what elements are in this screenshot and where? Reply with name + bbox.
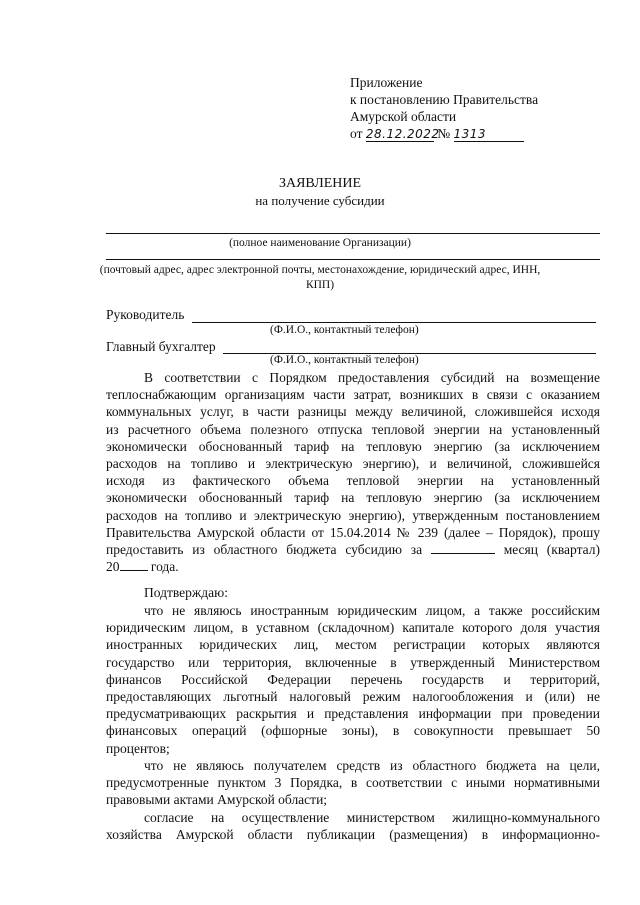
head-label: Руководитель bbox=[106, 307, 185, 322]
main-paragraph bbox=[106, 369, 600, 575]
year-prefix: 20 bbox=[106, 559, 120, 575]
paragraph-line: теплоснабжающим организациям части затрат, возникших в связи с оказанием bbox=[106, 387, 600, 403]
address-line bbox=[106, 259, 600, 260]
paragraph-line: правовыми актами Амурской области; bbox=[106, 792, 328, 808]
confirm-paragraph-1 bbox=[106, 602, 600, 757]
org-name-line bbox=[106, 233, 600, 234]
head-caption: (Ф.И.О., контактный телефон) bbox=[270, 324, 419, 336]
date-prefix: от bbox=[350, 126, 363, 141]
address-caption-1: (почтовый адрес, адрес электронной почты, местонахождение, юридический адрес, ИНН, bbox=[99, 264, 541, 276]
paragraph-line: экономически обоснованный тариф на тепловую энергию (за исключением bbox=[106, 438, 600, 454]
paragraph-line: коммунальных услуг, в части разницы между величиной, сложившейся исходя bbox=[106, 404, 600, 420]
confirm-paragraph-2 bbox=[106, 757, 600, 809]
year-blank bbox=[120, 558, 148, 571]
request-text: предоставить из областного бюджета субсидию за bbox=[106, 542, 423, 558]
year-text: года. bbox=[150, 559, 179, 575]
paragraph-line bbox=[106, 541, 600, 558]
document-title: ЗАЯВЛЕНИЕ bbox=[278, 176, 362, 191]
confirm-paragraph-3 bbox=[106, 809, 600, 843]
accountant-label: Главный бухгалтер bbox=[106, 339, 216, 354]
paragraph-line: финансовых операций (офшорные зоны), в совокупности превышает 50 bbox=[106, 723, 600, 739]
paragraph-line: Правительства Амурской области от 15.04.2014 № 239 (далее – Порядок), прошу bbox=[106, 524, 600, 540]
handwritten-number: 1313 bbox=[454, 128, 524, 142]
paragraph-line: что не являюсь получателем средств из областного бюджета на цели, bbox=[144, 758, 600, 773]
paragraph-line bbox=[106, 558, 600, 575]
paragraph-line: что не являюсь иностранным юридическим лицом, а также российским bbox=[144, 603, 600, 618]
paragraph-line: предусмотренные пунктом 3 Порядка, в соответствии с иными нормативными bbox=[106, 775, 600, 791]
confirm-label: Подтверждаю: bbox=[144, 585, 228, 600]
paragraph-line: иностранных юридических лиц, местом регистрации которых являются bbox=[106, 637, 600, 653]
paragraph-line: предоставляющих льготный налоговый режим налогообложения и (или) не bbox=[106, 689, 600, 705]
paragraph-line: процентов; bbox=[106, 740, 170, 756]
month-blank bbox=[431, 541, 495, 554]
paragraph-line: согласие на осуществление министерством жилищно-коммунального bbox=[144, 810, 600, 825]
accountant-caption: (Ф.И.О., контактный телефон) bbox=[270, 354, 419, 366]
head-line bbox=[192, 322, 596, 323]
org-name-caption: (полное наименование Организации) bbox=[229, 237, 411, 249]
address-caption-2: КПП) bbox=[305, 279, 335, 291]
paragraph-line: экономически обоснованный тариф на тепловую энергию (за исключением bbox=[106, 490, 600, 506]
period-text: месяц (квартал) bbox=[503, 542, 600, 558]
paragraph-line: В соответствии с Порядком предоставления субсидий на возмещение bbox=[144, 370, 600, 385]
paragraph-line: из расчетного объема полезного отпуска тепловой энергии на установленный bbox=[106, 421, 600, 437]
paragraph-line: расходов на топливо и электрическую энергию), утвержденным постановлением bbox=[106, 507, 600, 523]
paragraph-line: предусматривающих раскрытия и представления информации при проведении bbox=[106, 706, 600, 722]
paragraph-line: государство или территория, включенные в утвержденный Министерством bbox=[106, 654, 600, 670]
number-prefix: № bbox=[437, 126, 451, 141]
handwritten-date: 28.12.2022 bbox=[365, 127, 440, 141]
paragraph-line: финансов Российской Федерации перечень государств и территорий, bbox=[106, 671, 600, 687]
resolution-ref: к постановлению Правительства bbox=[350, 92, 539, 107]
paragraph-line: расходов на топливо и электрическую энергию), и величиной, сложившейся bbox=[106, 456, 600, 472]
appendix-label: Приложение bbox=[350, 75, 423, 90]
paragraph-line: хозяйства Амурской области публикации (размещения) в информационно- bbox=[106, 827, 600, 843]
region-name: Амурской области bbox=[350, 109, 457, 124]
document-subtitle: на получение субсидии bbox=[255, 193, 385, 208]
date-number-line bbox=[350, 125, 524, 142]
paragraph-line: юридическим лицом, в уставном (складочном) капитале которого доля участия bbox=[106, 620, 600, 636]
paragraph-line: исходя из фактического объема тепловой энергии на установленный bbox=[106, 473, 600, 489]
